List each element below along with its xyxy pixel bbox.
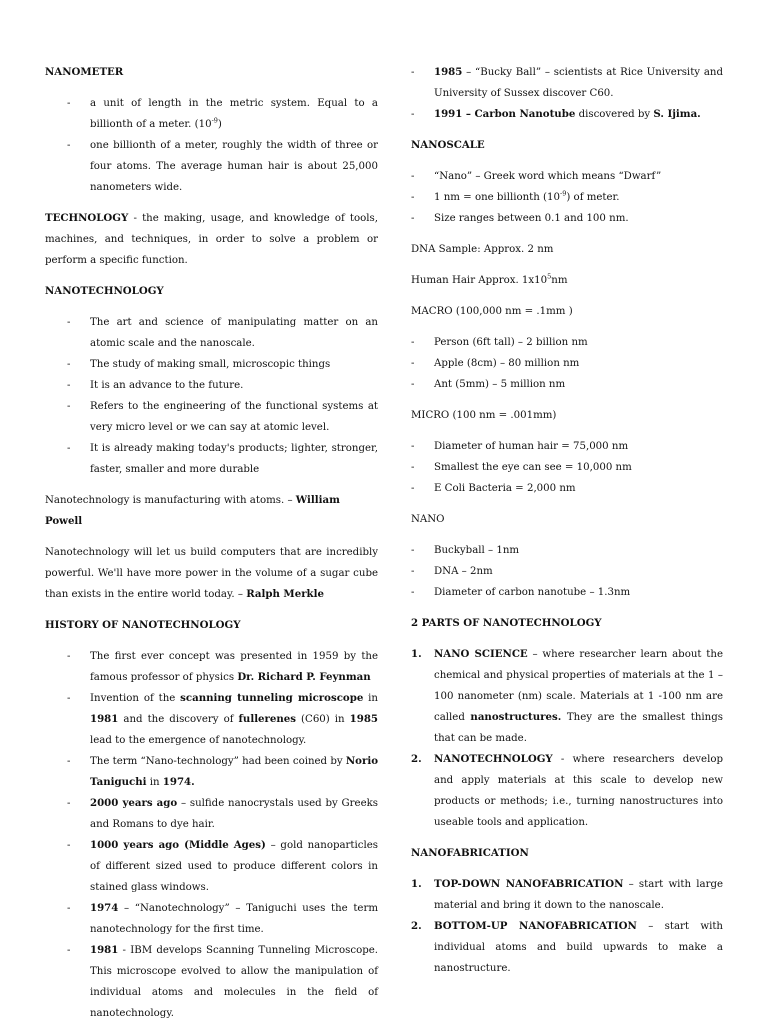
nanoscale-list (411, 166, 723, 229)
history-continued-list (411, 62, 723, 125)
two-parts-heading: 2 PARTS OF NANOTECHNOLOGY (411, 617, 602, 629)
list-item: - one billionth of a meter, roughly the width of three or four atoms. The average human hair is about 25,000 nanometers wide. (67, 140, 378, 193)
list-item: - DNA – 2nm (411, 566, 493, 577)
list-item: - E Coli Bacteria = 2,000 nm (411, 483, 576, 494)
list-item: - Size ranges between 0.1 and 100 nm. (411, 213, 629, 224)
nanotechnology-heading: NANOTECHNOLOGY (45, 285, 164, 297)
right-column (411, 62, 723, 989)
list-item: - It is already making today's products; lighter, stronger, faster, smaller and more durable (67, 443, 378, 475)
list-item: - Diameter of human hair = 75,000 nm (411, 441, 629, 452)
list-item: - Invention of the scanning tunneling microscope in 1981 and the discovery of fullerenes (C60) in 1985 lead to the emergence of nanotechnology. (67, 692, 378, 746)
list-item: - Apple (8cm) – 80 million nm (411, 358, 580, 369)
nanofabrication-heading: NANOFABRICATION (411, 847, 529, 859)
nanometer-heading: NANOMETER (45, 66, 124, 78)
list-item: - 1974 – “Nanotechnology” – Taniguchi uses the term nanotechnology for the first time. (67, 902, 378, 935)
list-item: - 2000 years ago – sulfide nanocrystals used by Greeks and Romans to dye hair. (67, 797, 378, 830)
macro-heading: MACRO (100,000 nm = .1mm ) (411, 306, 573, 317)
list-item: 1. TOP-DOWN NANOFABRICATION – start with large material and bring it down to the nanoscale. (411, 878, 723, 911)
nanotechnology-list (45, 312, 378, 480)
quote-ralph-merkle: Nanotechnology will let us build computers that are incredibly powerful. We'll have more power in the volume of a sugar cube than exists in the entire world today. – Ralph Merkle (45, 547, 378, 600)
nano-heading: NANO (411, 514, 445, 525)
list-item: - a unit of length in the metric system. Equal to a billionth of a meter. $(10^{-9})$ (67, 98, 378, 130)
micro-heading: MICRO (100 nm = .001mm) (411, 410, 557, 421)
technology-definition: TECHNOLOGY - the making, usage, and knowledge of tools, machines, and techniques, in order to solve a problem or perform a specific function. (45, 212, 378, 266)
list-item: - 1991 – Carbon Nanotube discovered by S. Ijima. (411, 108, 701, 120)
macro-list (411, 332, 723, 395)
list-item: - 1985 – “Bucky Ball” – scientists at Rice University and University of Sussex discover C60. (411, 66, 723, 99)
list-item: - Buckyball – 1nm (411, 545, 520, 556)
list-item: - 1000 years ago (Middle Ages) – gold nanoparticles of different sized used to produce different colors in stained glass windows. (67, 839, 378, 893)
list-item: - It is an advance to the future. (67, 380, 244, 391)
list-item: - Smallest the eye can see = 10,000 nm (411, 462, 632, 473)
quote-william-powell: Nanotechnology is manufacturing with atoms. – William Powell (45, 494, 340, 527)
list-item: - 1 nm = one billionth $(10^{-9})$ of meter. (411, 189, 620, 203)
list-item: - 1981 - IBM develops Scanning Tunneling Microscope. This microscope evolved to allow the manipulation of individual atoms and molecules in the field of nanotechnology. (67, 944, 378, 1019)
list-item: - The first ever concept was presented in 1959 by the famous professor of physics Dr. Richard P. Feynman (67, 651, 378, 683)
list-item: - “Nano” – Greek word which means “Dwarf” (411, 171, 662, 182)
list-item: - The study of making small, microscopic things (67, 359, 331, 370)
human-hair-text: Human Hair Approx. $1x10^5nm$ (411, 272, 568, 286)
list-item: - The art and science of manipulating matter on an atomic scale and the nanoscale. (67, 317, 378, 349)
list-item: - Ant (5mm) – 5 million nm (411, 379, 566, 390)
list-item: - Person (6ft tall) – 2 billion nm (411, 337, 588, 348)
nanoscale-heading: NANOSCALE (411, 139, 485, 151)
micro-list (411, 436, 723, 499)
left-column (45, 62, 378, 1034)
nanometer-list (45, 93, 378, 198)
list-item: - Diameter of carbon nanotube – 1.3nm (411, 587, 631, 598)
list-item: 2. NANOTECHNOLOGY - where researchers develop and apply materials at this scale to develop new products or methods; i.e., turning nanostructures into useable tools and application. (411, 753, 723, 828)
history-list (45, 646, 378, 1024)
list-item: 1. NANO SCIENCE – where researcher learn about the chemical and physical properties of materials at the 1 – 100 nanometer (nm) scale. Materials at 1 -100 nm are called nanostructures. They are the smallest things that can be made. (411, 648, 723, 744)
list-item: - Refers to the engineering of the functional systems at very micro level or we can say at atomic level. (67, 401, 378, 433)
nano-list (411, 540, 723, 603)
two-parts-list (411, 644, 723, 833)
nanofabrication-list (411, 874, 723, 979)
list-item: - The term “Nano-technology” had been coined by Norio Taniguchi in 1974. (67, 755, 378, 788)
history-heading: HISTORY OF NANOTECHNOLOGY (45, 619, 241, 631)
dna-sample-text: DNA Sample: Approx. 2 nm (411, 244, 554, 255)
list-item: 2. BOTTOM-UP NANOFABRICATION – start with individual atoms and build upwards to make a nanostructure. (411, 920, 723, 974)
